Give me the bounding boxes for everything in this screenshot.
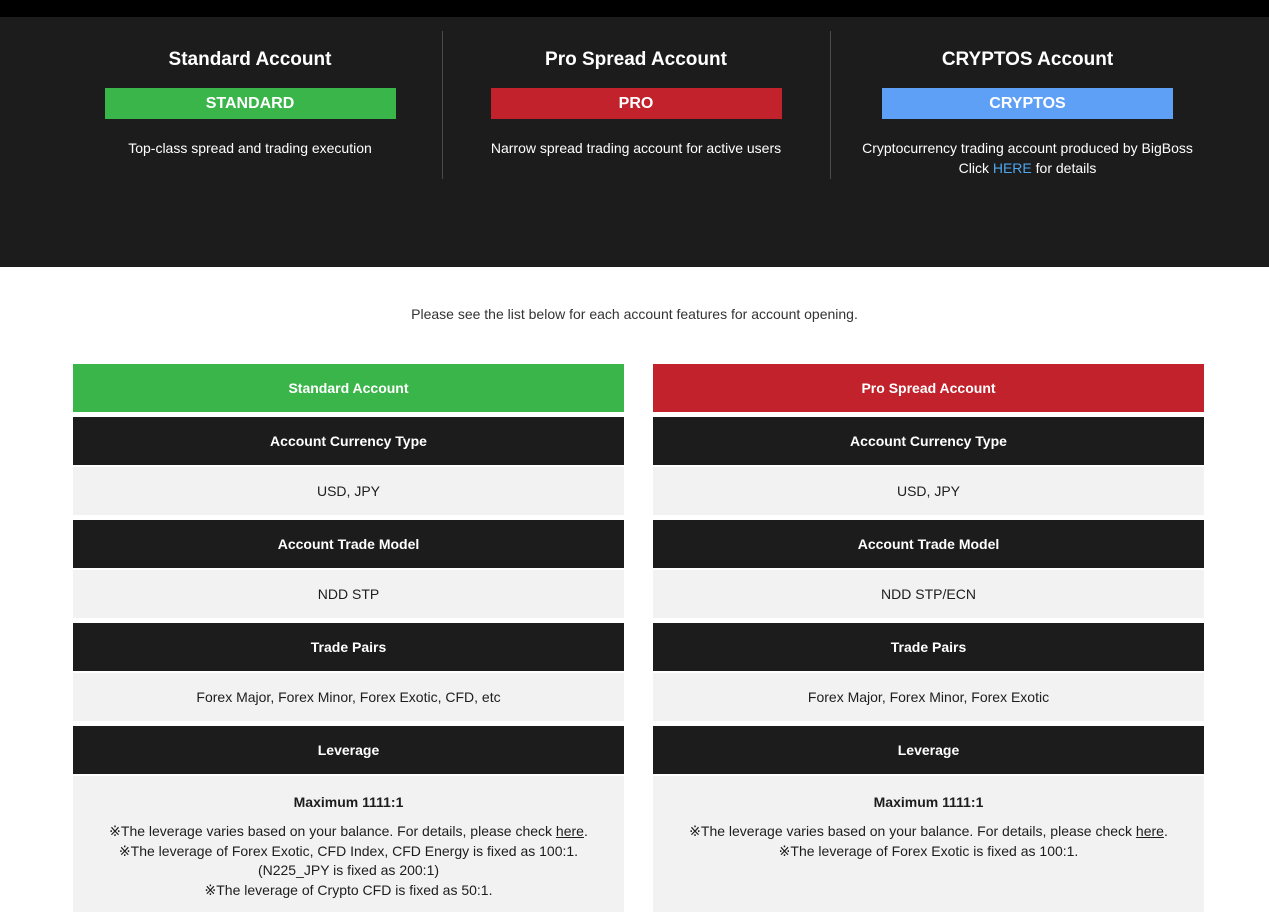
row-value-leverage	[653, 776, 1204, 912]
note-balance-text: ※The leverage varies based on your balance. For details, please check	[689, 823, 1133, 839]
row-value-trade-model: NDD STP	[73, 570, 624, 618]
row-value-trade-model: NDD STP/ECN	[653, 570, 1204, 618]
hero-cryptos-title: CRYPTOS Account	[941, 49, 1114, 70]
leverage-note-n225: (N225_JPY is fixed as 200:1)	[257, 862, 440, 878]
row-value-leverage	[73, 776, 624, 912]
leverage-note-balance	[73, 822, 624, 842]
leverage-notes	[73, 822, 624, 900]
standard-badge-button[interactable]: STANDARD	[105, 88, 396, 119]
cryptos-badge-button[interactable]: CRYPTOS	[882, 88, 1173, 119]
row-label-trade-model: Account Trade Model	[73, 520, 624, 568]
hero-pro-description: Narrow spread trading account for active users	[490, 140, 782, 156]
pro-badge-button[interactable]: PRO	[491, 88, 782, 119]
hero-standard-column	[60, 31, 440, 179]
row-value-currency: USD, JPY	[653, 467, 1204, 515]
leverage-details-link[interactable]: here	[555, 823, 584, 839]
leverage-notes	[653, 822, 1204, 861]
leverage-note-crypto: ※The leverage of Crypto CFD is fixed as 50:1.	[204, 881, 493, 898]
hero-cryptos-click-line	[831, 159, 1224, 179]
row-label-trade-model: Account Trade Model	[653, 520, 1204, 568]
hero-pro-title: Pro Spread Account	[545, 49, 727, 70]
hero-standard-description: Top-class spread and trading execution	[128, 140, 372, 156]
leverage-note-fixed: ※The leverage of Forex Exotic is fixed as 100:1.	[778, 842, 1079, 859]
hero-standard-title: Standard Account	[168, 49, 332, 70]
row-label-leverage: Leverage	[73, 726, 624, 774]
row-value-trade-pairs: Forex Major, Forex Minor, Forex Exotic	[653, 673, 1204, 721]
standard-table-header: Standard Account	[73, 364, 624, 412]
hero-cryptos-description	[831, 139, 1224, 178]
cryptos-here-link[interactable]: HERE	[992, 159, 1032, 176]
leverage-maximum: Maximum 1111:1	[293, 794, 404, 810]
note-balance-period: .	[1163, 823, 1168, 839]
row-label-trade-pairs: Trade Pairs	[653, 623, 1204, 671]
pro-account-table	[653, 364, 1204, 912]
leverage-note-balance	[653, 822, 1204, 842]
row-value-currency: USD, JPY	[73, 467, 624, 515]
click-suffix: for details	[1035, 159, 1097, 176]
hero-cryptos-column	[830, 31, 1224, 179]
row-label-leverage: Leverage	[653, 726, 1204, 774]
row-label-currency: Account Currency Type	[653, 417, 1204, 465]
leverage-maximum: Maximum 1111:1	[873, 794, 984, 810]
standard-account-table	[73, 364, 624, 912]
top-bar	[0, 0, 1269, 17]
note-balance-text: ※The leverage varies based on your balance. For details, please check	[109, 823, 553, 839]
leverage-note-fixed: ※The leverage of Forex Exotic, CFD Index, CFD Energy is fixed as 100:1.	[118, 842, 579, 859]
row-value-trade-pairs: Forex Major, Forex Minor, Forex Exotic, CFD, etc	[73, 673, 624, 721]
account-hero	[0, 17, 1269, 267]
row-label-trade-pairs: Trade Pairs	[73, 623, 624, 671]
row-label-currency: Account Currency Type	[73, 417, 624, 465]
note-balance-period: .	[583, 823, 588, 839]
intro-text: Please see the list below for each account features for account opening.	[411, 306, 858, 322]
hero-pro-column	[442, 31, 829, 179]
click-prefix: Click	[958, 159, 989, 176]
hero-cryptos-desc-text: Cryptocurrency trading account produced by BigBoss	[862, 140, 1193, 156]
pro-table-header: Pro Spread Account	[653, 364, 1204, 412]
leverage-details-link[interactable]: here	[1135, 823, 1164, 839]
